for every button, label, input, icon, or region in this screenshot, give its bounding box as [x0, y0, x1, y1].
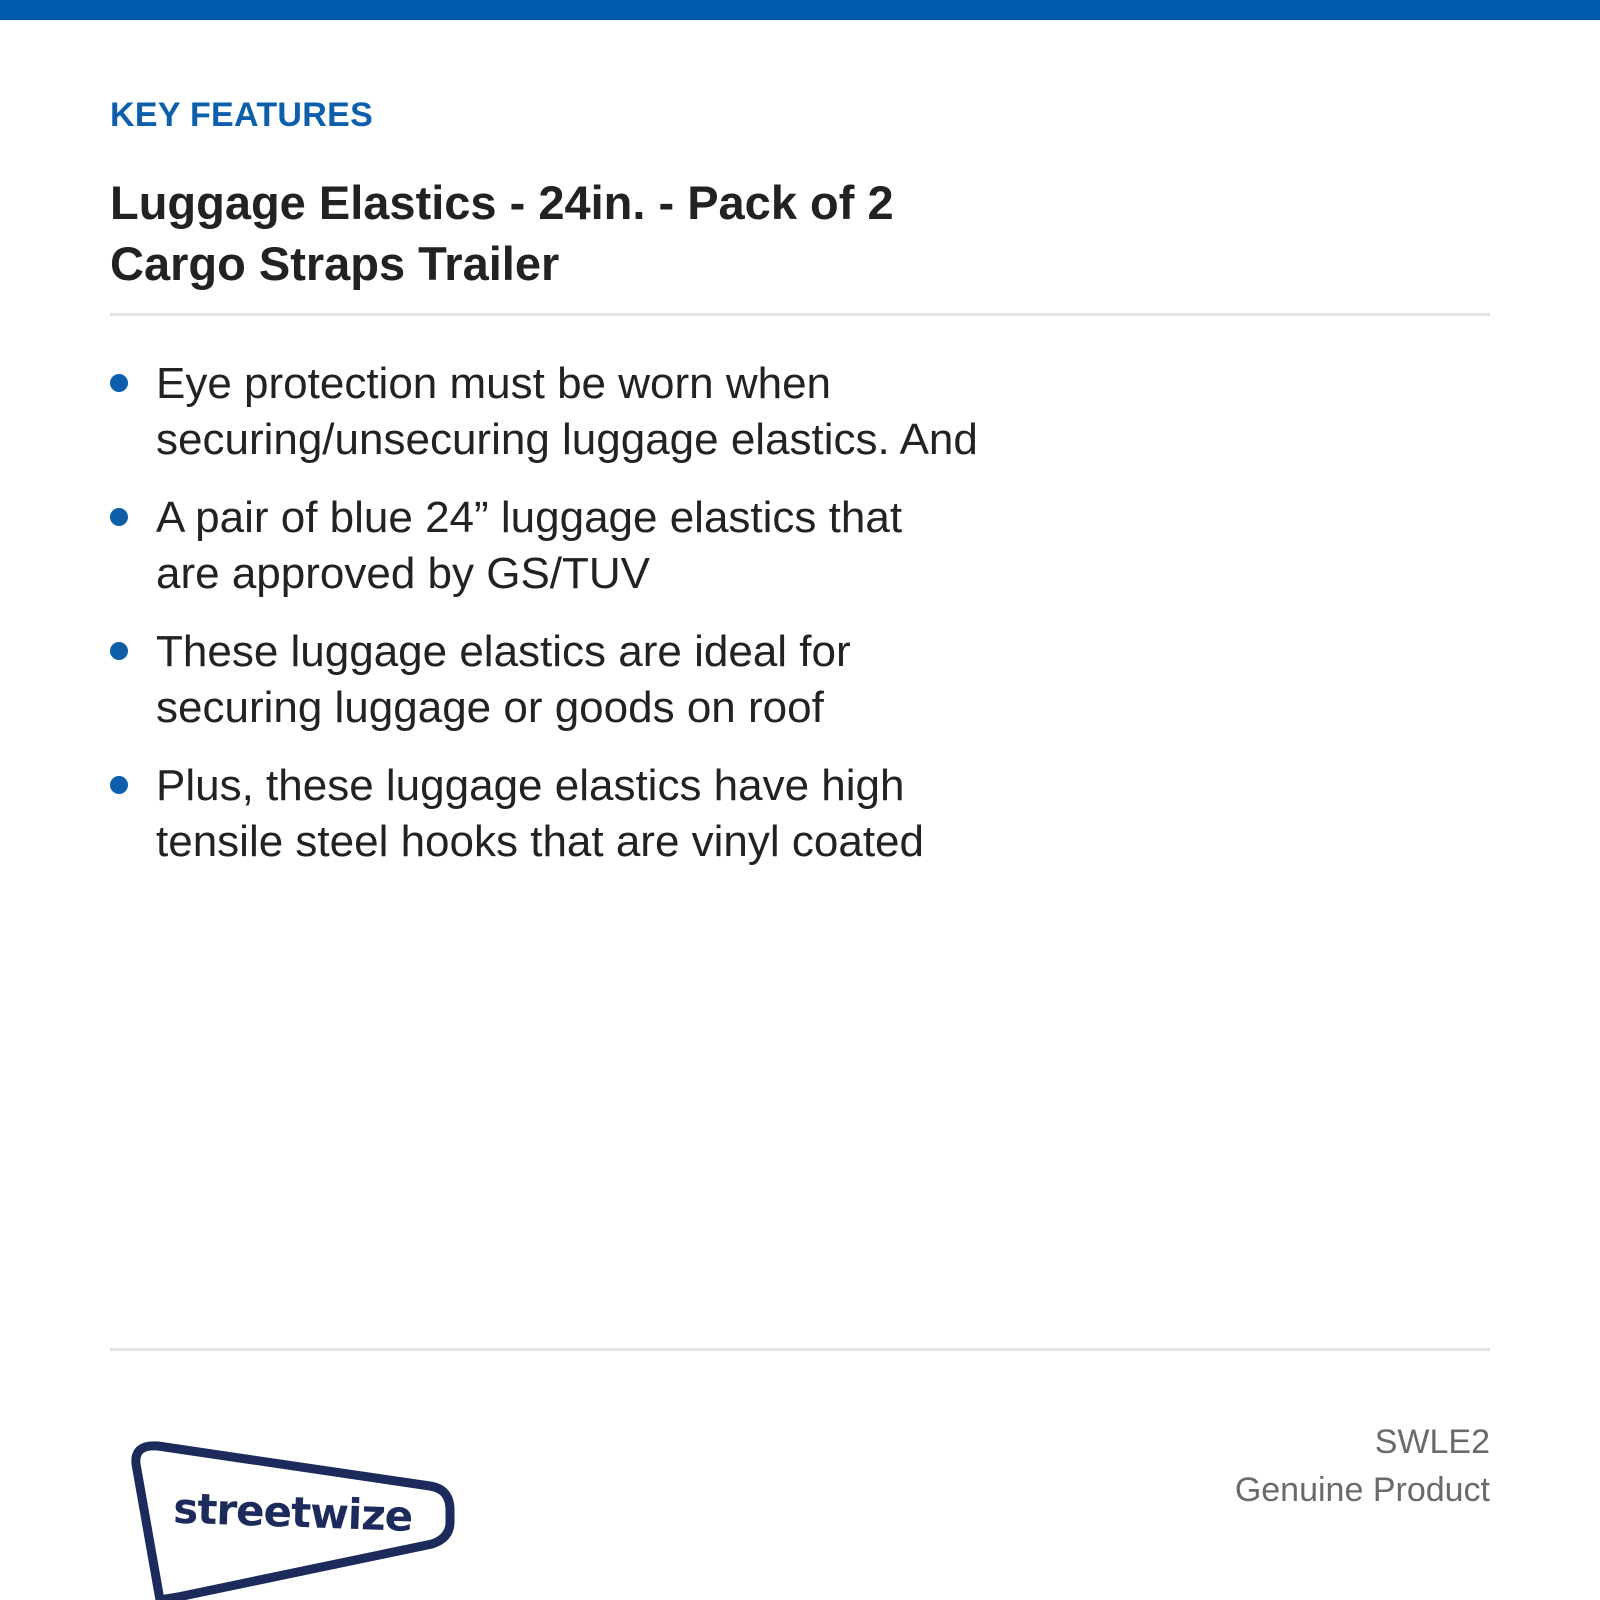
feature-list: [110, 356, 1110, 892]
feature-item: [110, 624, 1110, 736]
feature-item: [110, 356, 1110, 468]
feature-text-line: securing luggage or goods on roof: [156, 683, 824, 732]
feature-text-line: tensile steel hooks that are vinyl coated: [156, 817, 925, 866]
top-accent-bar: [0, 0, 1600, 20]
genuine-product-tagline: Genuine Product: [1234, 1471, 1490, 1509]
feature-text-line: Eye protection must be worn when: [156, 359, 832, 408]
feature-text-line: A pair of blue 24” luggage elastics that: [156, 493, 903, 542]
bullet-dot-icon: [110, 508, 128, 526]
feature-text-line: securing/unsecuring luggage elastics. And: [156, 415, 978, 464]
product-title-line-2: Cargo Straps Trailer: [110, 237, 560, 290]
feature-text-line: Plus, these luggage elastics have high: [156, 761, 905, 810]
product-sku: SWLE2: [1374, 1423, 1490, 1461]
product-title: [110, 172, 1010, 294]
feature-text-line: are approved by GS/TUV: [156, 549, 651, 598]
feature-text-line: These luggage elastics are ideal for: [156, 627, 851, 676]
section-label: KEY FEATURES: [110, 96, 374, 134]
footer-divider: [110, 1348, 1490, 1351]
streetwize-logo: [130, 1432, 480, 1600]
feature-item: [110, 490, 1110, 602]
feature-item: [110, 758, 1110, 870]
header-divider: [110, 313, 1490, 316]
bullet-dot-icon: [110, 374, 128, 392]
bullet-dot-icon: [110, 642, 128, 660]
bullet-dot-icon: [110, 776, 128, 794]
product-title-line-1: Luggage Elastics - 24in. - Pack of 2: [110, 176, 894, 229]
logo-wordmark: streetwize: [172, 1483, 414, 1541]
